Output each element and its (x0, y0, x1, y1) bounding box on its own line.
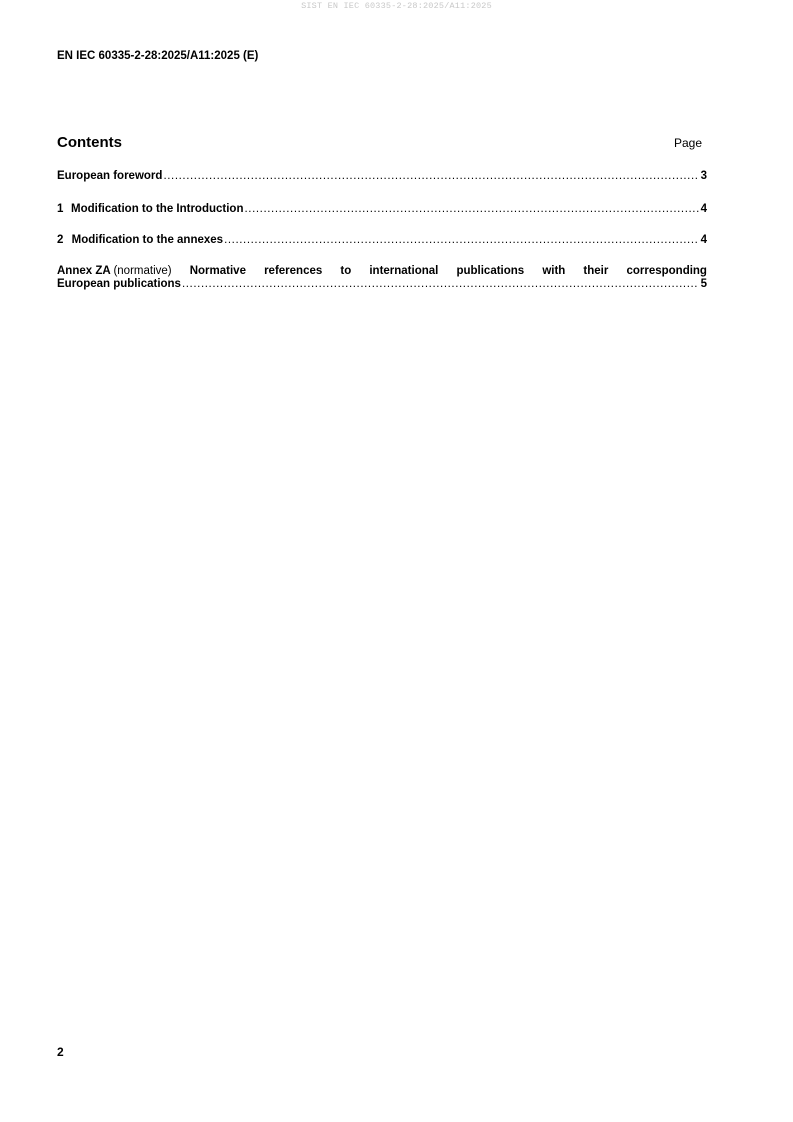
toc-entry-page: 4 (700, 203, 707, 215)
toc-entry-number: 1 (57, 203, 64, 215)
toc-entry-page: 4 (700, 234, 707, 246)
annex-word: international (369, 265, 439, 277)
toc-entry-annex-za[interactable] (57, 265, 707, 290)
toc-entry-title: Modification to the annexes (71, 234, 224, 246)
toc-entry-european-foreword[interactable] (57, 170, 707, 182)
annex-word: Normative (189, 265, 246, 277)
annex-label-group (57, 265, 172, 277)
annex-qualifier: (normative) (113, 265, 172, 277)
toc-entry-title: European foreword (57, 170, 163, 182)
page-number: 2 (57, 1045, 64, 1059)
annex-word: publications (456, 265, 525, 277)
annex-word: with (542, 265, 566, 277)
page-column-label: Page (673, 136, 702, 150)
toc-dot-leader (224, 234, 699, 246)
watermark: SIST EN IEC 60335-2-28:2025/A11:2025 (301, 1, 492, 11)
annex-label: Annex ZA (57, 265, 111, 277)
toc-dot-leader (244, 203, 698, 215)
contents-title: Contents (57, 134, 122, 151)
toc-entry-page: 5 (700, 278, 707, 290)
annex-word: references (264, 265, 323, 277)
toc-entry-modification-introduction[interactable] (57, 203, 707, 215)
annex-word: corresponding (626, 265, 707, 277)
annex-title-continued: European publications (57, 278, 181, 290)
toc-dot-leader (182, 278, 699, 290)
annex-title-line-2 (57, 278, 707, 290)
annex-word: their (583, 265, 609, 277)
toc-entry-number: 2 (57, 234, 64, 246)
toc-entry-title: Modification to the Introduction (71, 203, 244, 215)
annex-title-line-1 (57, 265, 707, 277)
document-id-header: EN IEC 60335-2-28:2025/A11:2025 (E) (57, 50, 259, 62)
toc-entry-page: 3 (700, 170, 707, 182)
toc-entry-modification-annexes[interactable] (57, 234, 707, 246)
toc-dot-leader (163, 170, 698, 182)
annex-word: to (340, 265, 352, 277)
